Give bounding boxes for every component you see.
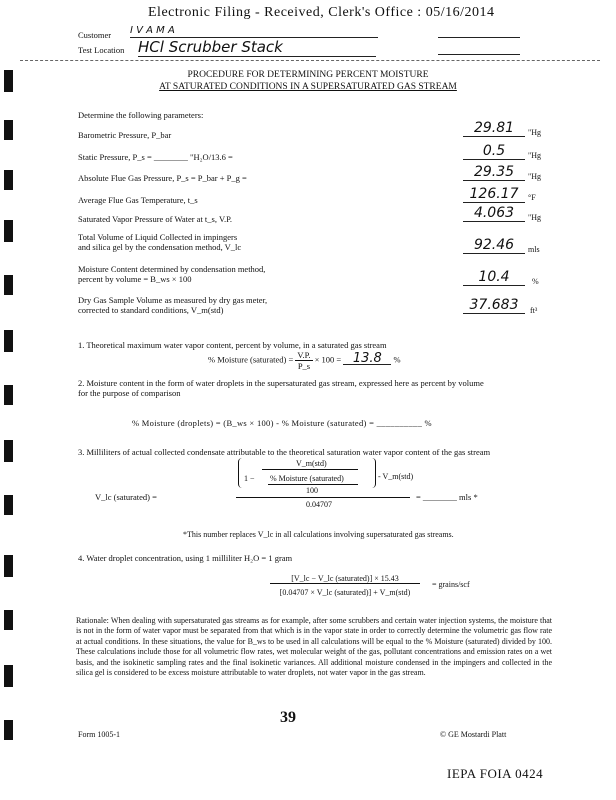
foia-stamp: IEPA FOIA 0424 xyxy=(447,766,544,781)
customer-value: I V A M A xyxy=(130,25,378,38)
param-label-barometric: Barometric Pressure, P_bar xyxy=(78,130,172,140)
item-1-text: 1. Theoretical maximum water vapor content, percent by volume, in a saturated gas stream xyxy=(78,340,387,350)
binder-hole xyxy=(4,495,13,515)
page-number: 39 xyxy=(280,709,296,726)
title-line-2: AT SATURATED CONDITIONS IN A SUPERSATURATED GAS STREAM xyxy=(159,82,457,92)
customer-label: Customer xyxy=(78,30,112,40)
rationale-paragraph: Rationale: When dealing with supersaturated gas streams as for example, after some scrubbers and certain water injection systems, the moisture that is not in the form of water vapor must be separated from that which is in the vapor state in order to correctly determine the volumetric gas flow rate at actual conditions. In these situations, the value for B_ws to be used in all calculations will be equal to the % Moisture (saturated) divided by 100. These calculations include those for all volumetric flow rates, wet molecular weight of the gas, pollutant concentrations and emission rates on a wet basis, and the isokinetic sampling rates and the final isokinetic variances. All additional moisture condensed in the impingers and collected in the silica gel is considered to be excess moisture attributable to water droplets, not water vapor in the gas stream. xyxy=(76,616,552,678)
binder-hole xyxy=(4,275,13,295)
fraction-numerator: V.P. xyxy=(297,350,311,360)
param-value-vapor-pressure: 4.063 xyxy=(463,205,525,222)
formula-multiplier: × 100 = xyxy=(314,354,342,365)
binder-hole xyxy=(4,610,13,630)
test-location-label: Test Location xyxy=(78,45,125,55)
param-unit: % xyxy=(532,277,539,286)
param-label-vapor-pressure: Saturated Vapor Pressure of Water at t_s, V.P. xyxy=(78,214,233,224)
item-4-denominator: [0.04707 × V_lc (saturated)] + V_m(std) xyxy=(279,588,411,597)
item-3-left: V_lc (saturated) = xyxy=(95,492,157,502)
form-number: Form 1005-1 xyxy=(78,730,120,739)
item-3-vmstd: V_m(std) xyxy=(296,459,327,468)
item-3-right: = ________ mls * xyxy=(416,492,478,502)
item-4-right: = grains/scf xyxy=(432,580,470,589)
param-unit: "Hg xyxy=(528,151,542,160)
binder-hole xyxy=(4,220,13,242)
title-line-1: PROCEDURE FOR DETERMINING PERCENT MOISTURE xyxy=(187,70,429,80)
binder-hole xyxy=(4,665,13,687)
date-blank-2 xyxy=(438,54,520,55)
param-unit: "Hg xyxy=(528,213,542,222)
item-3-pm-sat: % Moisture (saturated) xyxy=(270,474,344,483)
item-3-note: *This number replaces V_lc in all calculations involving supersaturated gas streams. xyxy=(183,530,454,539)
formula-left: % Moisture (saturated) = xyxy=(208,354,294,365)
item-1-value: 13.8 xyxy=(343,354,391,365)
param-label-static: Static Pressure, P_s = ________ "H₂O/13.6 = xyxy=(78,152,233,162)
param-value-barometric: 29.81 xyxy=(463,120,525,137)
item-3-text: 3. Milliliters of actual collected condensate attributable to the theoretical saturation water vapor content of the gas stream xyxy=(78,447,491,457)
param-value-dry-gas-volume: 37.683 xyxy=(463,297,525,314)
param-unit: "Hg xyxy=(528,172,542,181)
params-intro: Determine the following parameters: xyxy=(78,110,204,120)
param-label-moisture-content: Moisture Content determined by condensation method, percent by volume = B_ws × 100 xyxy=(78,264,266,284)
item-2-formula: % Moisture (droplets) = (B_ws × 100) - % Moisture (saturated) = __________ % xyxy=(132,418,432,428)
item-3-minus: - V_m(std) xyxy=(378,472,414,481)
param-value-liquid-volume: 92.46 xyxy=(463,237,525,254)
binder-hole xyxy=(4,720,13,740)
param-value-static: 0.5 xyxy=(463,143,525,160)
binder-hole xyxy=(4,120,13,140)
filing-stamp: Electronic Filing - Received, Clerk's Office : 05/16/2014 xyxy=(148,5,495,20)
formula-fraction xyxy=(295,350,312,371)
inner-fraction-line xyxy=(262,469,358,470)
item-4-text: 4. Water droplet concentration, using 1 milliliter H₂O = 1 gram xyxy=(78,553,293,563)
inner-fraction-line-2 xyxy=(268,484,358,485)
divider xyxy=(20,60,600,61)
param-unit: ft³ xyxy=(530,306,538,315)
param-value-temperature: 126.17 xyxy=(463,186,525,203)
param-label-absolute: Absolute Flue Gas Pressure, P_s = P_bar + P_g = xyxy=(78,173,247,183)
item-3-denominator: 0.04707 xyxy=(306,500,332,509)
fraction-denominator: P_s xyxy=(297,361,311,371)
param-value-absolute: 29.35 xyxy=(463,164,525,181)
param-unit: °F xyxy=(528,193,536,202)
param-label-temperature: Average Flue Gas Temperature, t_s xyxy=(78,195,198,205)
param-label-liquid-volume: Total Volume of Liquid Collected in impingers and silica gel by the condensation method, V_lc xyxy=(78,232,242,252)
test-location-value: HCl Scrubber Stack xyxy=(138,38,376,57)
param-label-dry-gas-volume: Dry Gas Sample Volume as measured by dry gas meter, corrected to standard conditions, V_m(std) xyxy=(78,295,268,315)
item-3-one-minus: 1 − xyxy=(244,474,255,483)
item-1-formula xyxy=(208,350,401,371)
param-value-moisture-content: 10.4 xyxy=(463,269,525,286)
param-unit: "Hg xyxy=(528,128,542,137)
binder-hole xyxy=(4,385,13,405)
item-4-numerator: [V_lc − V_lc (saturated)] × 15.43 xyxy=(270,574,420,584)
item-2-text: 2. Moisture content in the form of water droplets in the supersaturated gas stream, expressed here as percent by volume for the purpose of comparison xyxy=(78,378,484,398)
binder-hole xyxy=(4,440,13,462)
binder-hole xyxy=(4,330,13,352)
date-blank xyxy=(438,37,520,38)
copyright: © GE Mostardi Platt xyxy=(440,730,507,739)
binder-hole xyxy=(4,555,13,577)
param-unit: mls xyxy=(528,245,540,254)
item-1-unit: % xyxy=(393,354,401,365)
main-fraction-line xyxy=(236,497,410,498)
binder-hole xyxy=(4,170,13,190)
item-3-hundred: 100 xyxy=(306,486,318,495)
